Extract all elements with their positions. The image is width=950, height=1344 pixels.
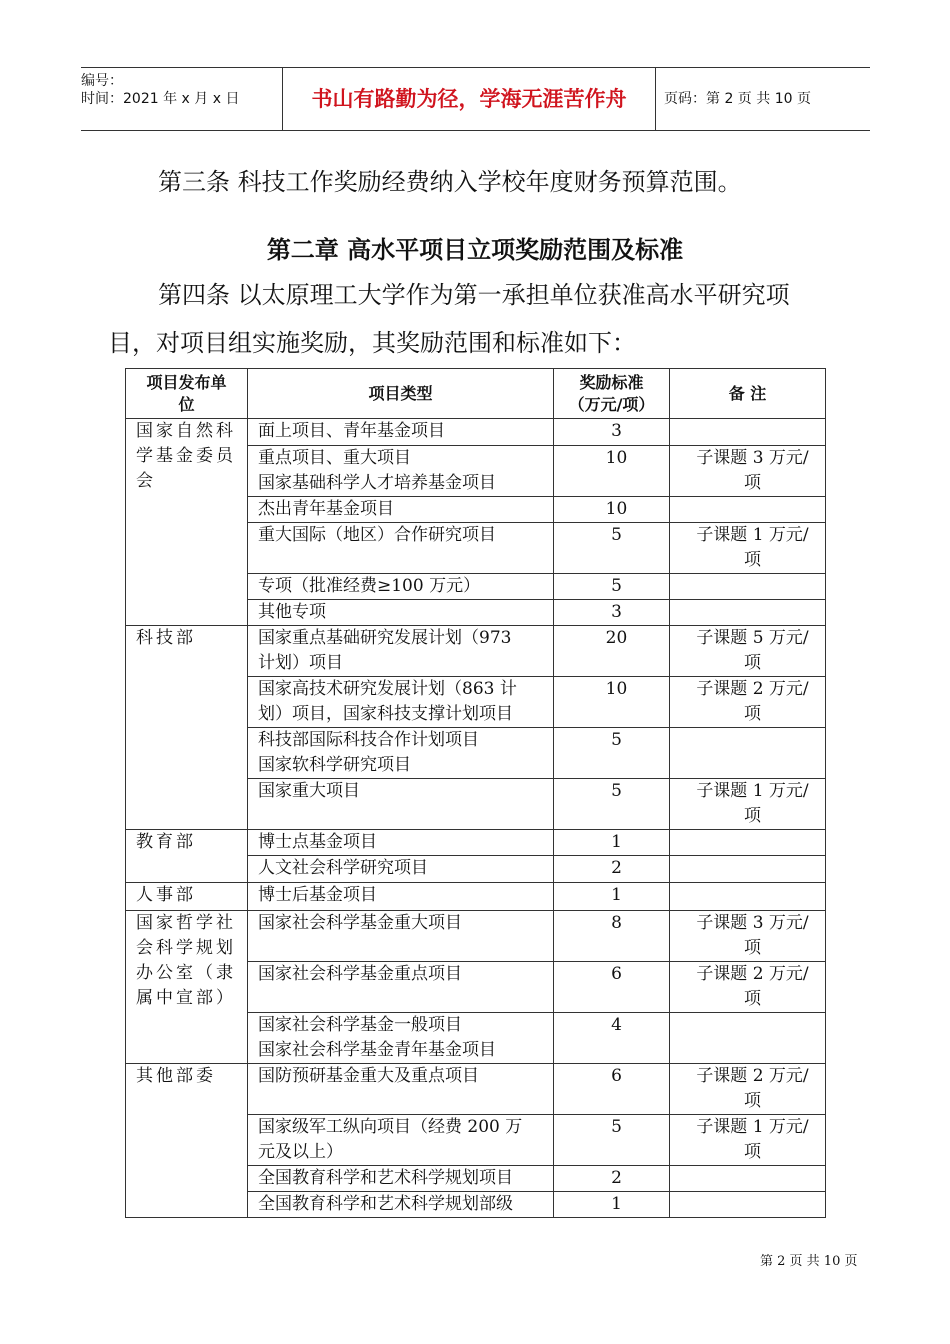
table-row bbox=[126, 911, 826, 962]
page-footer: 第 2 页 共 10 页 bbox=[760, 1254, 858, 1269]
amount-cell: 4 bbox=[554, 1013, 670, 1064]
amount-cell: 5 bbox=[554, 728, 670, 779]
amount-cell: 10 bbox=[554, 446, 670, 497]
note-cell bbox=[670, 1013, 826, 1064]
amount-cell: 3 bbox=[554, 419, 670, 446]
type-cell: 国家级军工纵向项目（经费 200 万 元及以上） bbox=[248, 1115, 554, 1166]
amount-cell: 2 bbox=[554, 856, 670, 883]
type-cell: 科技部国际科技合作计划项目 国家软科学研究项目 bbox=[248, 728, 554, 779]
amount-cell: 5 bbox=[554, 574, 670, 600]
amount-cell: 2 bbox=[554, 1166, 670, 1192]
amount-cell: 1 bbox=[554, 830, 670, 856]
type-cell: 重大国际（地区）合作研究项目 bbox=[248, 523, 554, 574]
amount-cell: 10 bbox=[554, 677, 670, 728]
note-cell: 子课题 3 万元/ 项 bbox=[670, 446, 826, 497]
note-cell bbox=[670, 856, 826, 883]
type-cell: 专项（批准经费≥100 万元） bbox=[248, 574, 554, 600]
type-cell: 国家高技术研究发展计划（863 计 划）项目，国家科技支撑计划项目 bbox=[248, 677, 554, 728]
page-header bbox=[81, 67, 870, 131]
type-cell: 国防预研基金重大及重点项目 bbox=[248, 1064, 554, 1115]
note-cell: 子课题 1 万元/ 项 bbox=[670, 1115, 826, 1166]
type-cell: 博士点基金项目 bbox=[248, 830, 554, 856]
unit-cell: 国家自然科学基金委员会 bbox=[126, 419, 248, 626]
article-4-line-1: 第四条 以太原理工大学作为第一承担单位获准高水平研究项 bbox=[158, 281, 790, 309]
header-type: 项目类型 bbox=[248, 369, 554, 419]
amount-cell: 20 bbox=[554, 626, 670, 677]
reward-standard-table bbox=[125, 368, 826, 1218]
table-row bbox=[126, 883, 826, 911]
table-header-row bbox=[126, 369, 826, 419]
amount-cell: 5 bbox=[554, 779, 670, 830]
amount-cell: 1 bbox=[554, 1192, 670, 1218]
note-cell: 子课题 2 万元/ 项 bbox=[670, 962, 826, 1013]
note-cell: 子课题 2 万元/ 项 bbox=[670, 677, 826, 728]
chapter-2-title: 第二章 高水平项目立项奖励范围及标准 bbox=[266, 236, 684, 264]
note-cell: 子课题 1 万元/ 项 bbox=[670, 779, 826, 830]
type-cell: 全国教育科学和艺术科学规划部级 bbox=[248, 1192, 554, 1218]
note-cell bbox=[670, 883, 826, 911]
header-motto: 书山有路勤为径，学海无涯苦作舟 bbox=[282, 68, 656, 130]
document-date-label: 时间：2021 年 x 月 x 日 bbox=[81, 91, 240, 107]
unit-cell: 科技部 bbox=[126, 626, 248, 830]
header-note: 备 注 bbox=[670, 369, 826, 419]
amount-cell: 1 bbox=[554, 883, 670, 911]
note-cell: 子课题 3 万元/ 项 bbox=[670, 911, 826, 962]
amount-cell: 6 bbox=[554, 1064, 670, 1115]
header-meta bbox=[81, 68, 281, 134]
type-cell: 国家社会科学基金一般项目 国家社会科学基金青年基金项目 bbox=[248, 1013, 554, 1064]
note-cell bbox=[670, 1166, 826, 1192]
table-row bbox=[126, 830, 826, 856]
type-cell: 国家社会科学基金重大项目 bbox=[248, 911, 554, 962]
amount-cell: 10 bbox=[554, 497, 670, 523]
note-cell bbox=[670, 830, 826, 856]
amount-cell: 3 bbox=[554, 600, 670, 626]
amount-cell: 5 bbox=[554, 523, 670, 574]
type-cell: 国家社会科学基金重点项目 bbox=[248, 962, 554, 1013]
unit-cell: 人事部 bbox=[126, 883, 248, 911]
type-cell: 全国教育科学和艺术科学规划项目 bbox=[248, 1166, 554, 1192]
note-cell bbox=[670, 728, 826, 779]
header-page-label: 页码：第 2 页 共 10 页 bbox=[664, 91, 811, 107]
type-cell: 重点项目、重大项目 国家基础科学人才培养基金项目 bbox=[248, 446, 554, 497]
table-row bbox=[126, 626, 826, 677]
document-number-label: 编号： bbox=[81, 73, 123, 89]
note-cell: 子课题 1 万元/ 项 bbox=[670, 523, 826, 574]
type-cell: 杰出青年基金项目 bbox=[248, 497, 554, 523]
amount-cell: 6 bbox=[554, 962, 670, 1013]
amount-cell: 8 bbox=[554, 911, 670, 962]
unit-cell: 教育部 bbox=[126, 830, 248, 883]
table-row bbox=[126, 1064, 826, 1115]
type-cell: 国家重大项目 bbox=[248, 779, 554, 830]
note-cell bbox=[670, 419, 826, 446]
article-4-line-2: 目，对项目组实施奖励，其奖励范围和标准如下： bbox=[108, 329, 636, 357]
amount-cell: 5 bbox=[554, 1115, 670, 1166]
type-cell: 博士后基金项目 bbox=[248, 883, 554, 911]
type-cell: 国家重点基础研究发展计划（973 计划）项目 bbox=[248, 626, 554, 677]
table-row bbox=[126, 419, 826, 446]
note-cell bbox=[670, 574, 826, 600]
note-cell bbox=[670, 1192, 826, 1218]
type-cell: 人文社会科学研究项目 bbox=[248, 856, 554, 883]
note-cell bbox=[670, 600, 826, 626]
note-cell: 子课题 5 万元/ 项 bbox=[670, 626, 826, 677]
type-cell: 其他专项 bbox=[248, 600, 554, 626]
unit-cell: 国家哲学社会科学规划办公室（隶属中宣部） bbox=[126, 911, 248, 1064]
note-cell bbox=[670, 497, 826, 523]
header-amount: 奖励标准 （万元/项） bbox=[554, 369, 670, 419]
unit-cell: 其他部委 bbox=[126, 1064, 248, 1218]
type-cell: 面上项目、青年基金项目 bbox=[248, 419, 554, 446]
article-3: 第三条 科技工作奖励经费纳入学校年度财务预算范围。 bbox=[158, 168, 742, 196]
header-unit: 项目发布单 位 bbox=[126, 369, 248, 419]
note-cell: 子课题 2 万元/ 项 bbox=[670, 1064, 826, 1115]
